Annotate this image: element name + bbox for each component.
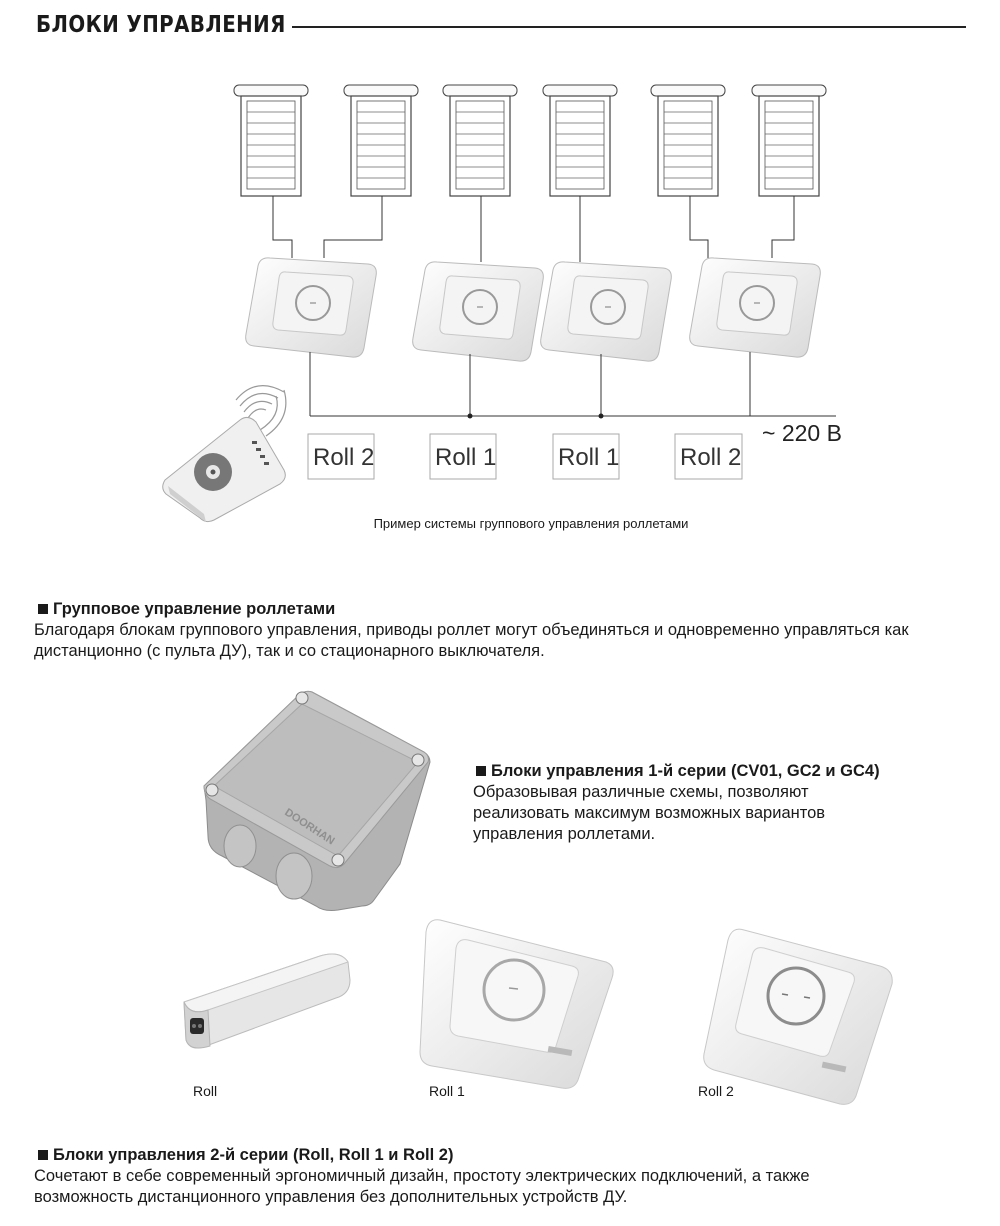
- section-series1-text-3: управления роллетами.: [473, 825, 656, 843]
- section-series1-heading: Блоки управления 1-й серии (CV01, GC2 и GC4): [476, 762, 880, 781]
- roll-box-label-2: Roll 1: [435, 444, 497, 471]
- section-series1-text-1: Образовывая различные схемы, позволяют: [473, 783, 809, 801]
- roll-module-image: [184, 954, 350, 1048]
- roll-box-label-1: Roll 2: [313, 444, 375, 471]
- roll-box-label-3: Roll 1: [558, 444, 620, 471]
- product-label-roll1: Roll 1: [429, 1083, 465, 1099]
- junction-box-image: [204, 691, 430, 910]
- wall-switch-4: [690, 258, 821, 357]
- product-label-roll: Roll: [193, 1083, 218, 1099]
- wall-switch-3: [541, 262, 672, 361]
- roll2-switch-image: [704, 929, 893, 1104]
- shutter-wires: [273, 196, 794, 262]
- shutter-1: [234, 85, 308, 196]
- shutter-2: [344, 85, 418, 196]
- shutter-3: [443, 85, 517, 196]
- section-series2-text-1: Сочетают в себе современный эргономичный дизайн, простоту электрических подключений, а также: [34, 1167, 810, 1185]
- section-group-text-2: дистанционно (с пульта ДУ), так и со стационарного выключателя.: [34, 642, 545, 660]
- bullet-square-icon: [38, 604, 48, 614]
- mains-wires: [310, 352, 836, 416]
- section-group-heading: Групповое управление роллетами: [38, 600, 335, 619]
- section-series2-text-2: возможность дистанционного управления без дополнительных устройств ДУ.: [34, 1188, 628, 1206]
- supply-voltage-label: ~ 220 В: [762, 420, 842, 446]
- remote-control-image: [163, 386, 286, 522]
- junction-dot: [468, 414, 473, 419]
- section-series2-heading: Блоки управления 2-й серии (Roll, Roll 1 и Roll 2): [38, 1146, 453, 1165]
- section-group-text-1: Благодаря блокам группового управления, приводы роллет могут объединяться и одновременно управляться как: [34, 621, 909, 639]
- bullet-square-icon: [38, 1150, 48, 1160]
- bullet-square-icon: [476, 766, 486, 776]
- diagram-caption: Пример системы группового управления роллетами: [373, 516, 689, 531]
- section-series1-text-2: реализовать максимум возможных вариантов: [473, 804, 826, 822]
- box-brand-text: DOORHAN: [282, 806, 337, 848]
- page-title: БЛОКИ УПРАВЛЕНИЯ: [36, 12, 286, 38]
- shutter-4: [543, 85, 617, 196]
- shutter-6: [752, 85, 826, 196]
- product-label-roll2: Roll 2: [698, 1083, 734, 1099]
- roll-box-label-4: Roll 2: [680, 444, 742, 471]
- wall-switch-1: [246, 258, 377, 357]
- roll1-switch-image: [420, 920, 613, 1089]
- wall-switch-2: [413, 262, 544, 361]
- junction-dot: [599, 414, 604, 419]
- shutter-5: [651, 85, 725, 196]
